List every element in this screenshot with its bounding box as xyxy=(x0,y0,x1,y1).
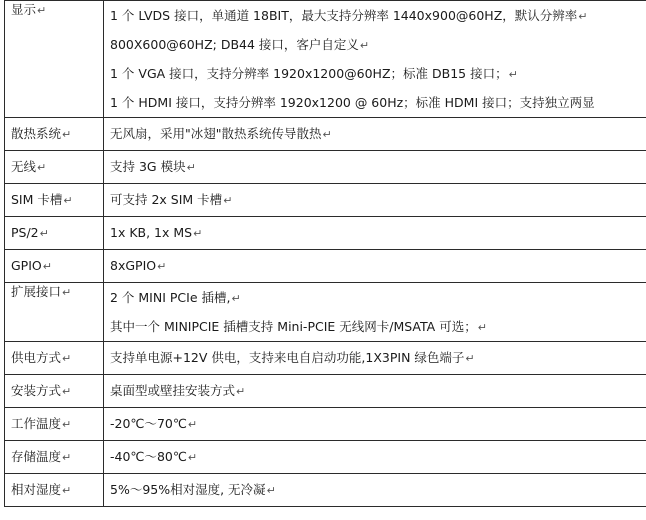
table-row xyxy=(5,217,646,250)
row-value-humidity xyxy=(104,474,646,507)
paragraph-mark-icon: ↵ xyxy=(266,484,276,497)
paragraph-mark-icon: ↵ xyxy=(578,10,588,23)
label-text: 安装方式 xyxy=(11,383,62,398)
paragraph-mark-icon: ↵ xyxy=(62,451,72,464)
paragraph-mark-icon: ↵ xyxy=(223,194,233,207)
paragraph-mark-icon: ↵ xyxy=(186,161,196,174)
row-value-wireless xyxy=(104,151,646,184)
value-line xyxy=(110,1,646,30)
row-label-wireless xyxy=(5,151,104,184)
label-text: PS/2 xyxy=(11,225,39,240)
paragraph-mark-icon: ↵ xyxy=(193,227,203,240)
table-row xyxy=(5,441,646,474)
paragraph-mark-icon: ↵ xyxy=(322,128,332,141)
row-label-cooling xyxy=(5,118,104,151)
label-text: 显示 xyxy=(11,2,37,17)
value-text: 可支持 2x SIM 卡槽 xyxy=(110,192,223,207)
row-label-operating-temp xyxy=(5,408,104,441)
row-value-ps2 xyxy=(104,217,646,250)
value-line xyxy=(110,312,646,341)
paragraph-mark-icon: ↵ xyxy=(62,385,72,398)
table-row xyxy=(5,283,646,342)
value-text: 2 个 MINI PCIe 插槽, xyxy=(110,290,231,305)
paragraph-mark-icon: ↵ xyxy=(39,227,49,240)
label-text: 存储温度 xyxy=(11,449,62,464)
row-label-mounting xyxy=(5,375,104,408)
row-value-mounting xyxy=(104,375,646,408)
row-label-ps2 xyxy=(5,217,104,250)
value-text: 1 个 LVDS 接口，单通道 18BIT，最大支持分辨率 1440x900@60HZ，默认分辨率 xyxy=(110,8,578,23)
row-label-sim xyxy=(5,184,104,217)
table-row xyxy=(5,408,646,441)
value-line xyxy=(110,30,646,59)
table-row xyxy=(5,375,646,408)
label-text: 无线 xyxy=(11,159,37,174)
value-text: 其中一个 MINIPCIE 插槽支持 Mini-PCIE 无线网卡/MSATA 可选； xyxy=(110,319,477,334)
row-value-gpio xyxy=(104,250,646,283)
row-value-power xyxy=(104,342,646,375)
row-label-power xyxy=(5,342,104,375)
table-row xyxy=(5,184,646,217)
value-text: -20℃～70℃ xyxy=(110,416,187,431)
paragraph-mark-icon: ↵ xyxy=(62,286,72,299)
row-value-operating-temp xyxy=(104,408,646,441)
row-label-storage-temp xyxy=(5,441,104,474)
paragraph-mark-icon: ↵ xyxy=(37,161,47,174)
value-text: 1x KB, 1x MS xyxy=(110,225,193,240)
value-text: 800X600@60HZ; DB44 接口，客户自定义 xyxy=(110,37,359,52)
value-line xyxy=(110,88,646,117)
label-text: 工作温度 xyxy=(11,416,62,431)
spec-table xyxy=(4,0,646,507)
value-text: 8xGPIO xyxy=(110,258,157,273)
row-value-expansion xyxy=(104,283,646,342)
paragraph-mark-icon: ↵ xyxy=(236,385,246,398)
value-text: 支持 3G 模块 xyxy=(110,159,186,174)
paragraph-mark-icon: ↵ xyxy=(477,321,487,334)
label-text: 扩展接口 xyxy=(11,284,62,299)
table-row xyxy=(5,474,646,507)
label-text: 相对湿度 xyxy=(11,482,62,497)
paragraph-mark-icon: ↵ xyxy=(359,39,370,52)
label-text: SIM 卡槽 xyxy=(11,192,63,207)
paragraph-mark-icon: ↵ xyxy=(63,194,73,207)
paragraph-mark-icon: ↵ xyxy=(508,68,518,81)
table-row xyxy=(5,250,646,283)
row-value-storage-temp xyxy=(104,441,646,474)
label-text: 散热系统 xyxy=(11,126,62,141)
paragraph-mark-icon: ↵ xyxy=(62,352,72,365)
value-text: 1 个 VGA 接口，支持分辨率 1920x1200@60HZ；标准 DB15 接口； xyxy=(110,66,508,81)
paragraph-mark-icon: ↵ xyxy=(62,128,72,141)
value-text: 1 个 HDMI 接口，支持分辨率 1920x1200 @ 60Hz；标准 HDMI 接口；支持独立两显 xyxy=(110,95,595,110)
value-text: 桌面型或壁挂安装方式 xyxy=(110,383,236,398)
value-text: 支持单电源+12V 供电，支持来电自启动功能,1X3PIN 绿色端子 xyxy=(110,350,465,365)
row-label-gpio xyxy=(5,250,104,283)
value-line xyxy=(110,59,646,88)
paragraph-mark-icon: ↵ xyxy=(62,418,72,431)
row-label-display xyxy=(5,1,104,118)
label-text: 供电方式 xyxy=(11,350,62,365)
value-line xyxy=(110,283,646,312)
row-label-expansion xyxy=(5,283,104,342)
row-value-display xyxy=(104,1,646,118)
paragraph-mark-icon: ↵ xyxy=(231,292,241,305)
value-text: -40℃～80℃ xyxy=(110,449,187,464)
table-row xyxy=(5,1,646,118)
paragraph-mark-icon: ↵ xyxy=(187,418,198,431)
table-row xyxy=(5,118,646,151)
row-value-sim xyxy=(104,184,646,217)
paragraph-mark-icon: ↵ xyxy=(37,4,47,17)
table-row xyxy=(5,151,646,184)
row-value-cooling xyxy=(104,118,646,151)
paragraph-mark-icon: ↵ xyxy=(42,260,52,273)
paragraph-mark-icon: ↵ xyxy=(187,451,198,464)
row-label-humidity xyxy=(5,474,104,507)
paragraph-mark-icon: ↵ xyxy=(157,260,167,273)
paragraph-mark-icon: ↵ xyxy=(62,484,72,497)
label-text: GPIO xyxy=(11,258,42,273)
table-row xyxy=(5,342,646,375)
paragraph-mark-icon: ↵ xyxy=(465,352,475,365)
value-text: 无风扇，采用"冰翅"散热系统传导散热 xyxy=(110,126,322,141)
value-text: 5%～95%相对湿度, 无冷凝 xyxy=(110,482,266,497)
